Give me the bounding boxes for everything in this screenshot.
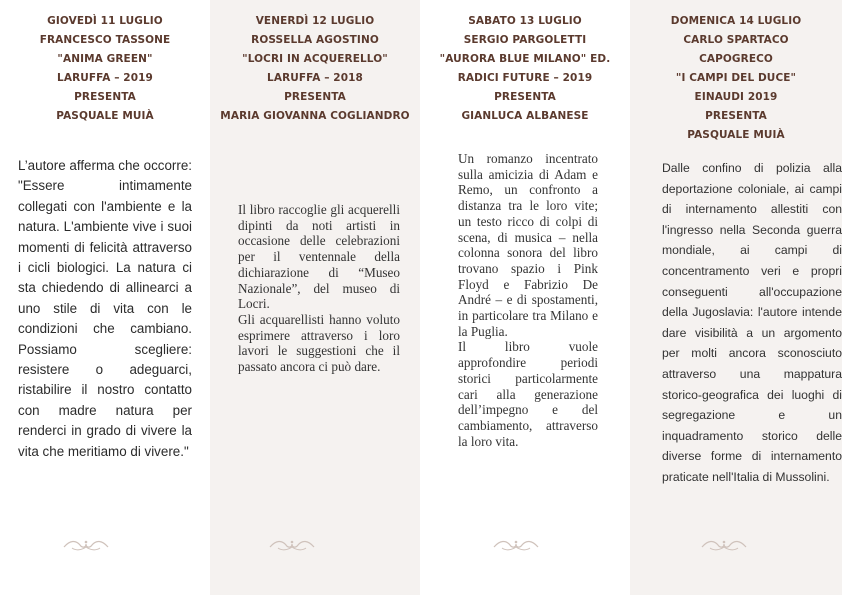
event-author: FRANCESCO TASSONE: [39, 34, 171, 46]
description-paragraph: Gli acquarellisti hanno voluto esprimere attraverso i loro lavori le suggestioni che il passato ancora ci può dare.: [238, 311, 400, 375]
event-presenter: PASQUALE MUIÀ: [56, 110, 154, 122]
flourish-divider-icon: [268, 538, 316, 552]
event-header: [630, 12, 842, 145]
event-presenter: GIANLUCA ALBANESE: [461, 110, 589, 122]
description-paragraph: Dalle confino di polizia alla deportazione coloniale, ai campi di internamento allestiti con l'ingresso nella Seconda guerra mondiale, ai campi di concentramento veri e propri conseguenti all'occupazione della Jugoslavia: l'autore intende dare visibilità a un argomento per molti ancora sconosciuto attraverso una mappatura storico-geografica dei luoghi di segregazione e un inquadramento storico delle diverse forme di internamento praticate nell'Italia di Mussolini.: [662, 161, 842, 484]
event-presenta: PRESENTA: [494, 91, 556, 103]
event-header: [420, 12, 630, 126]
event-date: VENERDÌ 12 LUGLIO: [255, 15, 375, 27]
event-author: SERGIO PARGOLETTI: [463, 34, 587, 46]
event-date: DOMENICA 14 LUGLIO: [670, 15, 802, 27]
event-presenta: PRESENTA: [705, 110, 767, 122]
panel-venerdi-description: [238, 202, 400, 375]
event-presenter: MARIA GIOVANNA COGLIANDRO: [220, 110, 410, 122]
event-publisher: LARUFFA – 2018: [267, 72, 363, 84]
event-book-title: "ANIMA GREEN": [57, 53, 153, 65]
event-book-title: "AURORA BLUE MILANO" ED.: [439, 53, 611, 65]
event-publisher: LARUFFA – 2019: [57, 72, 153, 84]
event-date: GIOVEDÌ 11 LUGLIO: [47, 15, 163, 27]
description-paragraph: Un romanzo incentrato sulla amicizia di Adam e Remo, un confronto a distanza tra le loro vite; un testo ricco di colpi di scena, di musica – nella colonna sonora del libro trovano spazio i Pink Floyd e Fabrizio De André – e di spostamenti, in particolare tra Milano e la Puglia.: [458, 151, 598, 339]
event-author: ROSSELLA AGOSTINO: [251, 34, 379, 46]
description-paragraph: Il libro vuole approfondire periodi storici particolarmente cari alla generazione dell’impegno e del cambiamento, attraverso la loro vita.: [458, 339, 598, 449]
event-book-title: "LOCRI IN ACQUERELLO": [242, 53, 388, 65]
panel-domenica-description: [662, 158, 842, 488]
flourish-divider-icon: [700, 538, 748, 552]
event-publisher: RADICI FUTURE – 2019: [457, 72, 593, 84]
flourish-divider-icon: [492, 538, 540, 552]
event-presenta: PRESENTA: [284, 91, 346, 103]
event-presenta: PRESENTA: [74, 91, 136, 103]
description-paragraph: Il libro raccoglie gli acquerelli dipinti da noti artisti in occasione delle celebrazioni per il ventennale della dichiarazione di “Museo Nazionale”, del museo di Locri.: [238, 202, 400, 312]
event-header: [0, 12, 210, 126]
event-date: SABATO 13 LUGLIO: [468, 15, 582, 27]
description-paragraph: L’autore afferma che occorre: "Essere intimamente collegati con l'ambiente e la natura. L'ambiente vive i suoi momenti di felicità attraverso i cicli biologici. La natura ci sta chiedendo di allinearci a uno stile di vita con le condizioni che cambiano. Possiamo scegliere: resistere o adeguarci, ristabilire il nostro contatto con madre natura per renderci in grado di vivere la vita che meritiamo di vivere.": [18, 158, 192, 459]
flourish-divider-icon: [62, 538, 110, 552]
panel-giovedi-description: [18, 156, 192, 462]
event-author: CARLO SPARTACO: [683, 34, 789, 46]
event-publisher: EINAUDI 2019: [694, 91, 778, 103]
event-presenter: PASQUALE MUIÀ: [687, 129, 785, 141]
event-author-surname: CAPOGRECO: [699, 53, 773, 65]
panel-sabato-description: [458, 151, 598, 449]
event-header: [210, 12, 420, 126]
event-book-title: "I CAMPI DEL DUCE": [675, 72, 797, 84]
